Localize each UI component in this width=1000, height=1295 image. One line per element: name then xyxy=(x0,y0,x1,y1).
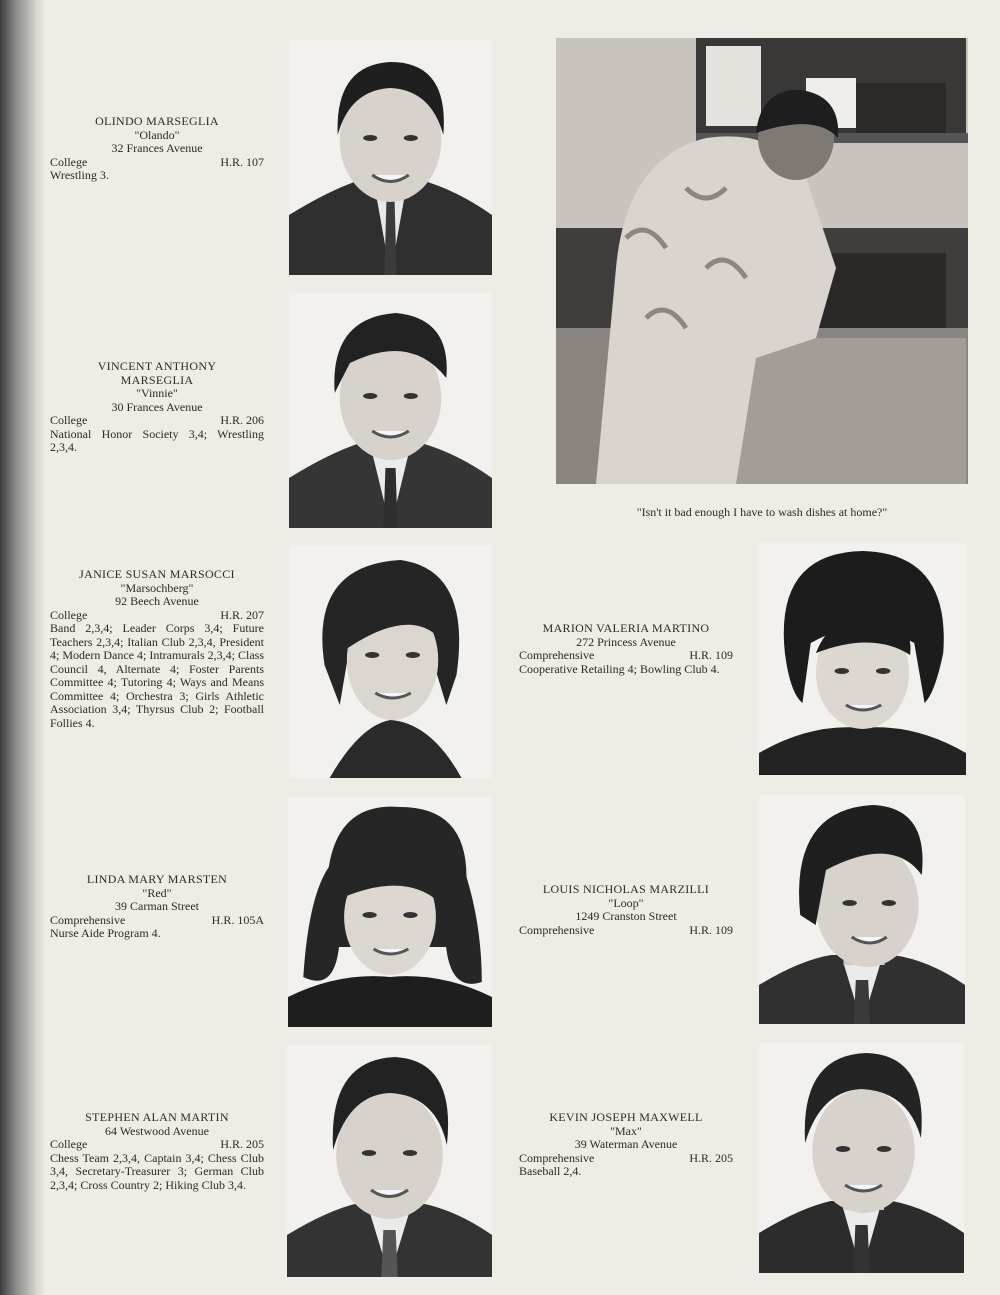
senior-name: STEPHEN ALAN MARTIN xyxy=(85,1110,229,1124)
portrait-photo-marion xyxy=(759,543,966,775)
senior-activities: National Honor Society 3,4; Wrestling 2,3,4. xyxy=(50,426,264,454)
senior-name: MARION VALERIA MARTINO xyxy=(542,621,710,635)
senior-homeroom: H.R. 205 xyxy=(689,1150,733,1165)
senior-address: 92 Beech Avenue xyxy=(115,594,199,608)
senior-activities: Band 2,3,4; Leader Corps 3,4; Future Teachers 2,3,4; Italian Club 2,3,4, President 4; Modern Dance 4; Intramurals 2,3,4; Class Council 4, Alternate 4; Foster Parents Committee 4; Tutoring 4; Ways and Means Committee 4; Orchestra 3; Girls Athletic Association 3,4; Thyrsus Club 2; Football Follies 4. xyxy=(50,621,264,730)
senior-address: 64 Westwood Avenue xyxy=(105,1123,209,1138)
senior-course: College xyxy=(50,1137,88,1151)
book-binding-shadow xyxy=(0,0,46,1295)
senior-nickname: "Marsochberg" xyxy=(120,580,194,595)
senior-entry-janice xyxy=(50,568,264,730)
senior-entry-kevin xyxy=(519,1111,733,1179)
senior-address: 39 Carman Street xyxy=(115,899,199,913)
senior-entry-marion xyxy=(519,622,733,676)
senior-name: OLINDO MARSEGLIA xyxy=(95,114,219,128)
portrait-photo-stephen xyxy=(287,1045,492,1277)
senior-activities: Nurse Aide Program 4. xyxy=(50,926,161,940)
senior-name: LINDA MARY MARSTEN xyxy=(86,872,228,886)
senior-nickname: "Loop" xyxy=(608,895,644,910)
senior-course: Comprehensive xyxy=(519,648,595,662)
senior-activities: Chess Team 2,3,4, Captain 3,4; Chess Club 3,4, Secretary-Treasurer 3; German Club 2,3,4; Cross Country 2; Hiking Club 3,4. xyxy=(50,1150,264,1192)
senior-activities: Cooperative Retailing 4; Bowling Club 4. xyxy=(519,661,720,676)
senior-address: 272 Princess Avenue xyxy=(576,634,676,649)
senior-homeroom: H.R. 105A xyxy=(211,912,264,927)
senior-entry-linda xyxy=(50,873,264,941)
senior-activities: Wrestling 3. xyxy=(50,168,109,182)
senior-address: 1249 Cranston Street xyxy=(575,909,677,923)
portrait-photo-janice xyxy=(289,545,492,778)
candid-photo-dishwashing xyxy=(556,38,968,484)
senior-address: 30 Frances Avenue xyxy=(111,399,203,414)
senior-nickname: "Olando" xyxy=(134,127,180,142)
portrait-photo-vincent xyxy=(289,293,492,528)
senior-name: JANICE SUSAN MARSOCCI xyxy=(79,567,235,581)
senior-course: College xyxy=(50,154,88,169)
senior-homeroom: H.R. 206 xyxy=(220,413,264,427)
senior-course: College xyxy=(50,413,88,427)
senior-entry-vincent xyxy=(50,360,264,455)
senior-address: 39 Waterman Avenue xyxy=(574,1137,678,1151)
senior-address: 32 Frances Avenue xyxy=(111,141,203,155)
senior-name: VINCENT ANTHONY MARSEGLIA xyxy=(97,359,217,387)
senior-nickname: "Red" xyxy=(142,885,172,900)
senior-homeroom: H.R. 207 xyxy=(220,607,264,622)
senior-name: KEVIN JOSEPH MAXWELL xyxy=(549,1110,703,1124)
senior-course: Comprehensive xyxy=(50,912,126,927)
senior-nickname: "Max" xyxy=(610,1123,642,1138)
senior-course: Comprehensive xyxy=(519,922,595,937)
senior-homeroom: H.R. 205 xyxy=(220,1137,264,1151)
senior-activities: Baseball 2,4. xyxy=(519,1164,582,1178)
senior-nickname: "Vinnie" xyxy=(136,386,178,400)
senior-homeroom: H.R. 107 xyxy=(220,154,264,169)
portrait-photo-linda xyxy=(288,797,492,1027)
senior-name: LOUIS NICHOLAS MARZILLI xyxy=(542,882,710,896)
senior-homeroom: H.R. 109 xyxy=(689,922,733,937)
senior-homeroom: H.R. 109 xyxy=(689,648,733,662)
senior-course: Comprehensive xyxy=(519,1150,595,1165)
portrait-photo-olindo xyxy=(289,40,492,275)
portrait-photo-louis xyxy=(759,795,965,1024)
senior-entry-louis xyxy=(519,883,733,937)
photo-caption: "Isn't it bad enough I have to wash dishes at home?" xyxy=(636,505,888,519)
senior-course: College xyxy=(50,607,88,622)
portrait-photo-kevin xyxy=(759,1043,964,1273)
senior-entry-olindo xyxy=(50,115,264,183)
senior-entry-stephen xyxy=(50,1111,264,1192)
